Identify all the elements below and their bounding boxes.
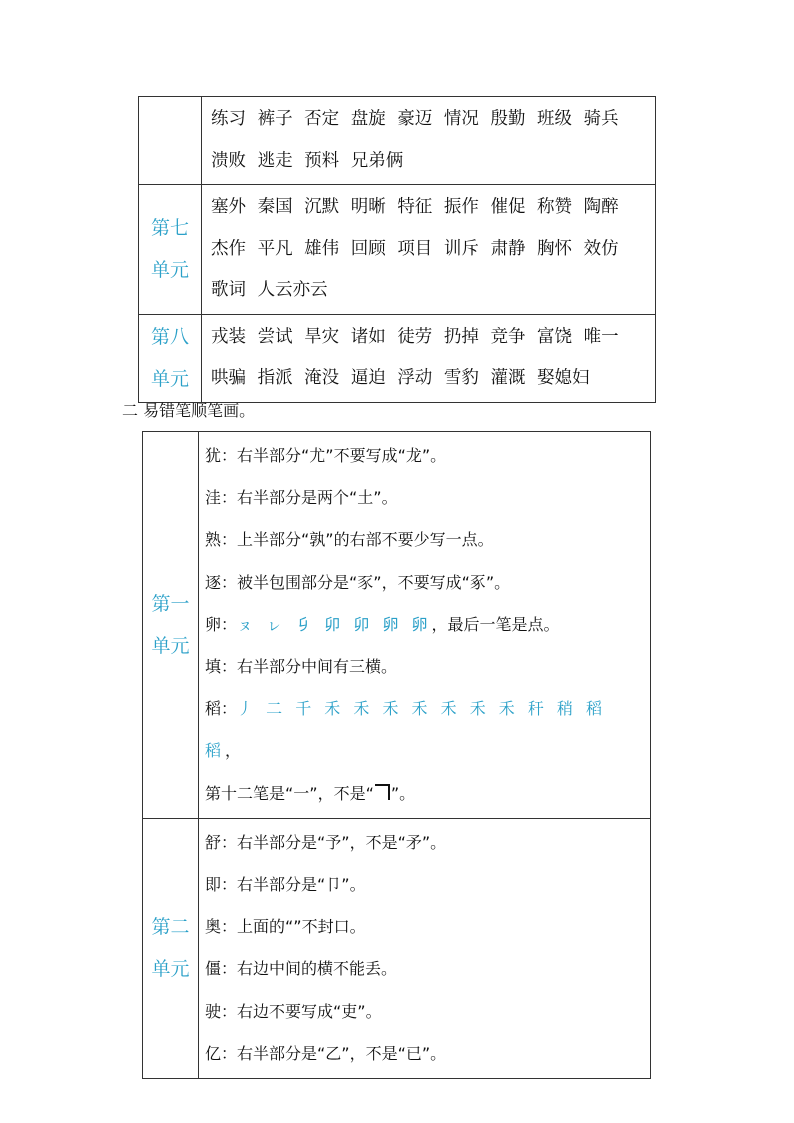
vocab-table xyxy=(138,96,656,403)
unit-label-line2: 单元 xyxy=(150,368,189,390)
note-tail: ， xyxy=(225,741,242,761)
unit-cell xyxy=(143,432,199,819)
word: 否定 xyxy=(304,109,340,129)
word: 明晰 xyxy=(350,197,386,217)
stroke-sequence: ㇴ ㇾ 𠂎 卯 卯 卵 卵 xyxy=(237,614,432,634)
word: 戎装 xyxy=(211,326,246,347)
note: 犹：右半部分“尤”不要写成“龙”。 xyxy=(205,446,447,465)
word: 豪迈 xyxy=(397,109,433,129)
word-list xyxy=(202,314,656,402)
word: 催促 xyxy=(490,197,526,217)
note: 即：右半部分是“卩”。 xyxy=(205,875,366,895)
word: 殷勤 xyxy=(490,109,526,129)
note-char-label: 稻： xyxy=(205,699,238,719)
unit-label-line2: 单元 xyxy=(151,634,190,657)
word: 项目 xyxy=(397,238,433,259)
stroke-row-unit2 xyxy=(143,818,651,1078)
unit-label: 第七 xyxy=(150,217,189,240)
word: 效仿 xyxy=(583,238,619,259)
note: 僵：右边中间的横不能丢。 xyxy=(205,959,398,979)
note: 熟：上半部分“孰”的右部不要少写一点。 xyxy=(205,530,494,550)
word: 浮动 xyxy=(397,368,433,388)
word: 胸怀 xyxy=(537,238,573,259)
vocab-row-unit8 xyxy=(139,314,656,402)
word: 扔掉 xyxy=(443,326,479,347)
word: 唯一 xyxy=(583,326,619,347)
word: 回顾 xyxy=(350,238,386,259)
word: 哄骗 xyxy=(211,368,246,388)
word: 雄伟 xyxy=(304,238,340,259)
note-tail: ，最后一笔是点。 xyxy=(431,614,560,634)
stroke-row-unit1 xyxy=(143,432,651,819)
word: 人云亦云 xyxy=(257,280,328,300)
word-list xyxy=(202,185,656,315)
note: 驶：右边不要写成“吏”。 xyxy=(205,1001,382,1021)
word: 振作 xyxy=(443,197,479,217)
word: 骑兵 xyxy=(583,109,619,129)
word: 旱灾 xyxy=(304,326,340,347)
notes-list xyxy=(199,432,651,819)
note: 逐：被半包围部分是“豕”，不要写成“豖”。 xyxy=(205,572,511,592)
word: 陶醉 xyxy=(583,197,619,217)
section-heading: 二 易错笔顺笔画。 xyxy=(122,401,256,420)
horizontal-hook-stroke-icon xyxy=(375,784,390,800)
word: 溃败 xyxy=(211,150,246,171)
word: 秦国 xyxy=(257,197,293,217)
stroke-sequence: 丿 二 千 禾 禾 禾 禾 禾 禾 禾 秆 稍 稻 稻 xyxy=(205,699,607,761)
word: 裤子 xyxy=(257,109,293,129)
word: 逃走 xyxy=(257,150,293,171)
unit-label: 第二 xyxy=(151,916,190,939)
word: 盘旋 xyxy=(350,109,386,129)
word: 娶媳妇 xyxy=(537,368,590,388)
word: 练习 xyxy=(211,109,246,129)
word: 特征 xyxy=(397,197,433,217)
note: 舒：右半部分是“予”，不是“矛”。 xyxy=(205,832,447,852)
unit-label: 第八 xyxy=(150,326,189,348)
note-text: 第十二笔是“一”，不是“ xyxy=(205,783,374,803)
note: 填：右半部分中间有三横。 xyxy=(205,657,398,677)
notes-list xyxy=(199,818,651,1078)
unit-cell xyxy=(139,185,202,315)
word: 富饶 xyxy=(537,326,573,347)
word: 情况 xyxy=(443,109,479,129)
unit-cell xyxy=(139,314,202,402)
word: 兄弟俩 xyxy=(350,150,404,171)
note: 亿：右半部分是“乙”，不是“已”。 xyxy=(205,1043,447,1063)
word: 歌词 xyxy=(211,280,246,300)
unit-cell xyxy=(143,818,199,1078)
vocab-row-continued xyxy=(139,97,656,185)
unit-label-line2: 单元 xyxy=(151,958,190,981)
word: 平凡 xyxy=(257,238,293,259)
word: 诸如 xyxy=(350,326,386,347)
word: 肃静 xyxy=(490,238,526,259)
note-text: ”。 xyxy=(390,783,416,803)
word: 尝试 xyxy=(257,326,293,347)
word: 塞外 xyxy=(211,197,246,217)
note-dao-line2 xyxy=(205,773,642,815)
word: 训斥 xyxy=(443,238,479,259)
word: 称赞 xyxy=(537,197,573,217)
word: 淹没 xyxy=(304,368,340,388)
word: 预料 xyxy=(304,150,340,171)
stroke-table xyxy=(142,431,651,1079)
word-list xyxy=(202,97,656,185)
word: 逼迫 xyxy=(350,368,386,388)
word: 班级 xyxy=(537,109,573,129)
word: 指派 xyxy=(257,368,293,388)
unit-cell-empty xyxy=(139,97,202,185)
unit-label: 第一 xyxy=(151,592,190,615)
note-luan xyxy=(205,604,642,646)
word: 沉默 xyxy=(304,197,340,217)
vocab-row-unit7 xyxy=(139,185,656,315)
word: 灌溉 xyxy=(490,368,526,388)
word: 杰作 xyxy=(211,238,246,259)
word: 竞争 xyxy=(490,326,526,347)
word: 雪豹 xyxy=(443,368,479,388)
note: 洼：右半部分是两个“土”。 xyxy=(205,488,398,508)
note-dao xyxy=(205,688,642,772)
note-char-label: 卵： xyxy=(205,614,238,634)
note: 奥：上面的“”不封口。 xyxy=(205,917,366,937)
word: 徒劳 xyxy=(397,326,433,347)
unit-label-line2: 单元 xyxy=(150,259,189,282)
